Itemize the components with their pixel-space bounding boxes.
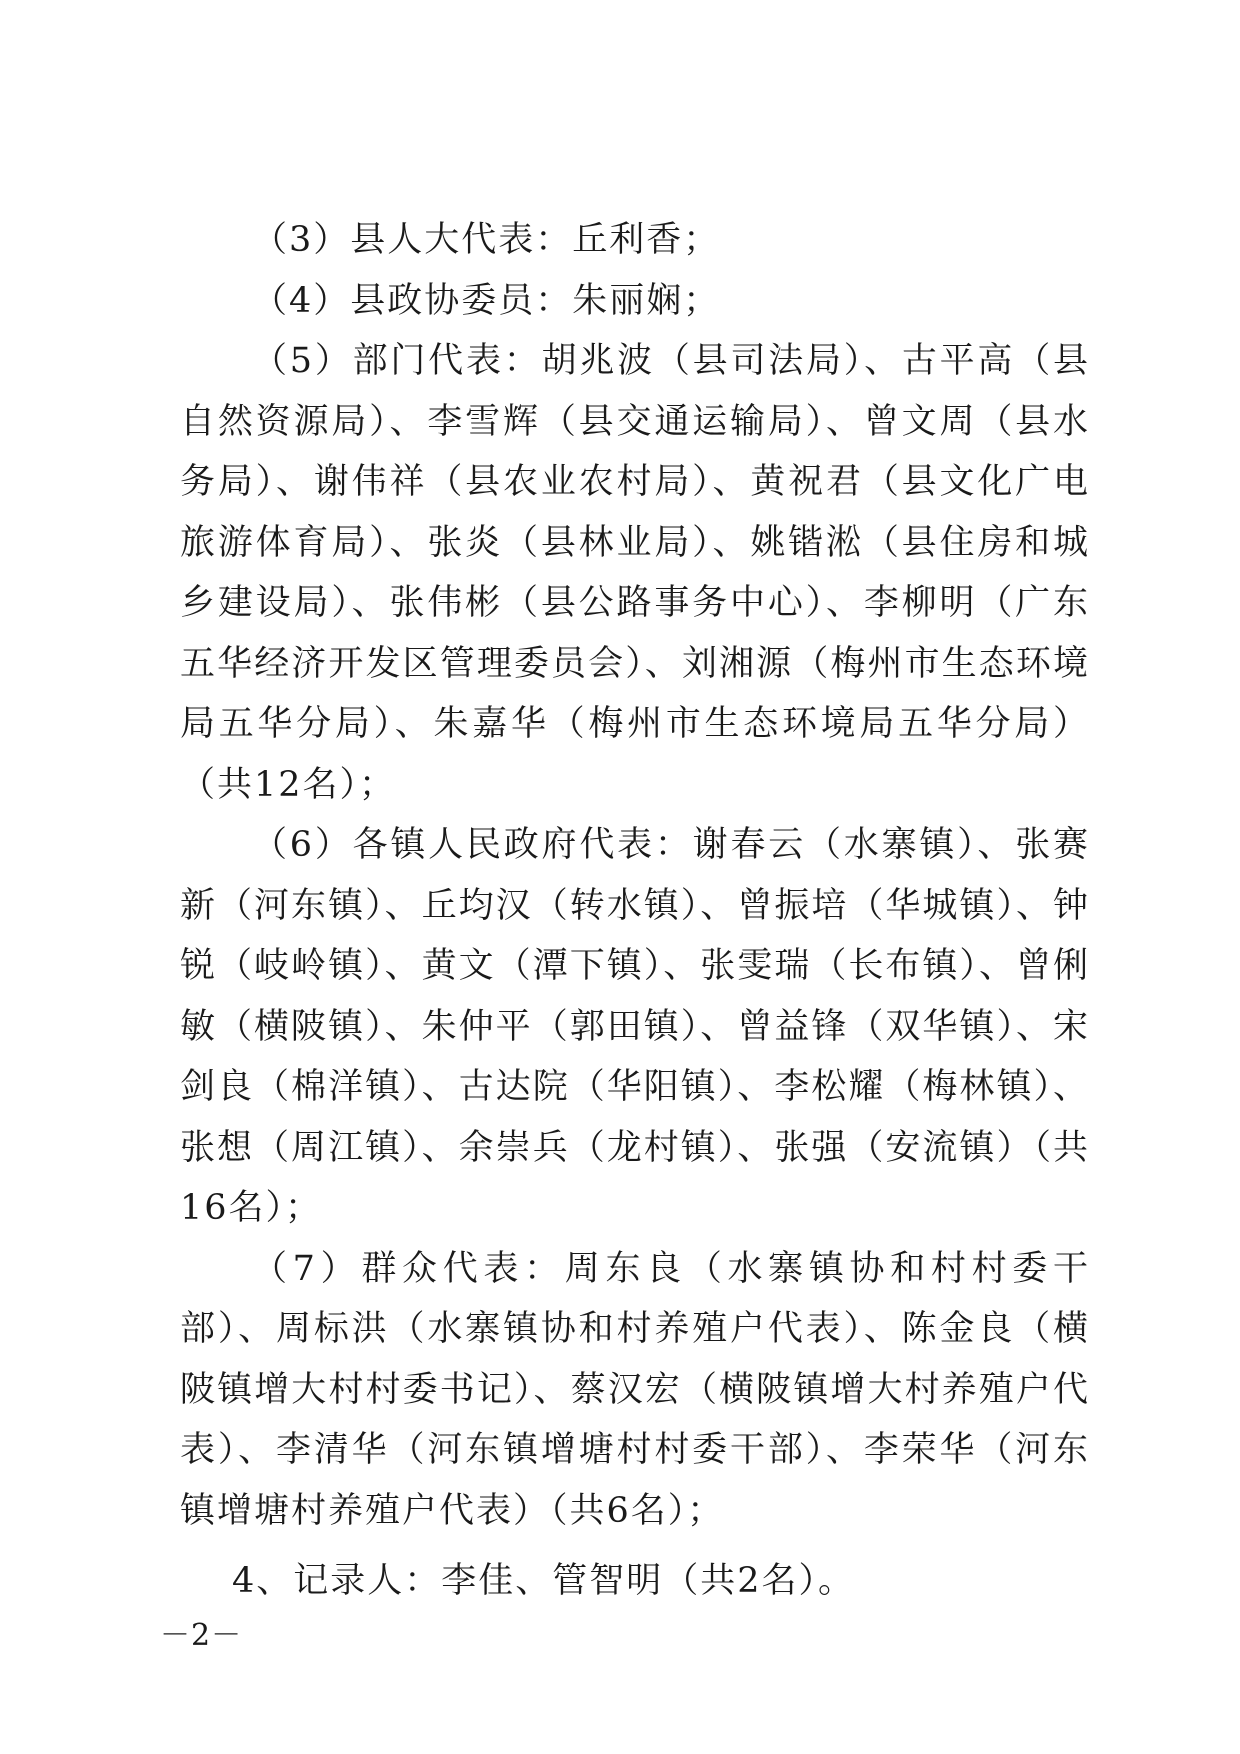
paragraph-department-representatives: （5）部门代表：胡兆波（县司法局）、古平高（县自然资源局）、李雪辉（县交通运输局）、曾文周（县水务局）、谢伟祥（县农业农村局）、黄祝君（县文化广电旅游体育局）、张炎（县林业局）、姚锴淞（县住房和城乡建设局）、张伟彬（县公路事务中心）、李柳明（广东五华经济开发区管理委员会）、刘湘源（梅州市生态环境局五华分局）、朱嘉华（梅州市生态环境局五华分局）（共12名）； [180, 341, 1090, 805]
paragraph-public-representatives: （7）群众代表：周东良（水寨镇协和村村委干部）、周标洪（水寨镇协和村养殖户代表）、陈金良（横陂镇增大村村委书记）、蔡汉宏（横陂镇增大村养殖户代表）、李清华（河东镇增塘村村委干部）、李荣华（河东镇增塘村养殖户代表）（共6名）； [180, 1248, 1090, 1531]
paragraph-county-npc-deputy: （3）县人大代表：丘利香； [252, 220, 721, 260]
document-body [180, 210, 1090, 1612]
paragraph-recorders: 4、记录人：李佳、管智明（共2名）。 [232, 1561, 856, 1601]
paragraph-town-government-representatives: （6）各镇人民政府代表：谢春云（水寨镇）、张赛新（河东镇）、丘均汉（转水镇）、曾振培（华城镇）、钟锐（岐岭镇）、黄文（潭下镇）、张雯瑞（长布镇）、曾俐敏（横陂镇）、朱仲平（郭田镇）、曾益锋（双华镇）、宋剑良（棉洋镇）、古达院（华阳镇）、李松耀（梅林镇）、张想（周江镇）、余崇兵（龙村镇）、张强（安流镇）（共16名）； [180, 825, 1090, 1228]
page-number: －2－ [160, 1618, 243, 1653]
paragraph-county-cppcc-member: （4）县政协委员：朱丽娴； [252, 280, 721, 321]
